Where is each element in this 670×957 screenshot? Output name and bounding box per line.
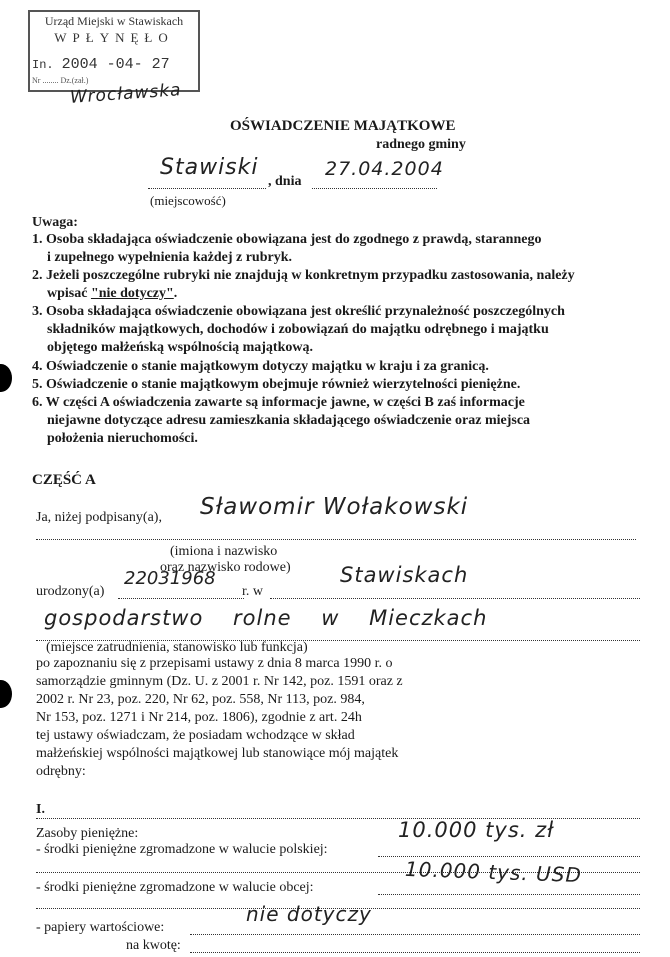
note-1: 1. Osoba składająca oświadczenie obowiązana jest do zgodnego z prawdą, starannego — [32, 232, 542, 247]
law-line-4: Nr 153, poz. 1271 i Nr 214, poz. 1806), zgodnie z art. 24h — [36, 710, 362, 725]
law-line-6: małżeńskiej wspólności majątkowej lub stanowiące mój majątek — [36, 746, 399, 761]
stamp-date: In. 2004 -04- 27 — [32, 56, 170, 73]
amount-label: na kwotę: — [126, 938, 181, 953]
document-title: OŚWIADCZENIE MAJĄTKOWE — [230, 118, 456, 134]
foreign-label: - środki pieniężne zgromadzone w walucie obcej: — [36, 880, 314, 895]
law-line-2: samorządzie gminnym (Dz. U. z 2001 r. Nr 142, poz. 1591 oraz z — [36, 674, 403, 689]
signed-label: Ja, niżej podpisany(a), — [36, 510, 162, 525]
w-label: r. w — [242, 584, 263, 599]
section-1-numeral: I. — [36, 802, 45, 817]
note-2: 2. Jeżeli poszczególne rubryki nie znajdują w konkretnym przypadku zastosowania, należy — [32, 268, 575, 283]
note-3c: objętego małżeńską wspólnością majątkową. — [47, 340, 313, 355]
stamp-office: Urząd Miejski w Stawiskach — [44, 14, 184, 28]
stamp-received: WPŁYNĘŁO — [54, 30, 174, 45]
employment-value: gospodarstwo rolne w Mieczkach — [44, 606, 488, 630]
securities-label: - papiery wartościowe: — [36, 920, 165, 935]
cash-label: Zasoby pieniężne: — [36, 826, 139, 841]
law-line-7: odrębny: — [36, 764, 86, 779]
law-line-1: po zapoznaniu się z przepisami ustawy z dnia 8 marca 1990 r. o — [36, 656, 393, 671]
name-caption-2: oraz nazwisko rodowe) — [160, 560, 291, 575]
note-2b: wpisać "nie dotyczy". — [47, 286, 178, 301]
securities-value: nie dotyczy — [246, 902, 372, 926]
pln-field[interactable] — [378, 842, 640, 857]
pln-value: 10.000 tys. zł — [398, 818, 555, 842]
punch-hole-bottom — [0, 680, 12, 708]
note-6b: niejawne dotyczące adresu zamieszkania składającego oświadczenie oraz miejsca — [47, 413, 531, 428]
born-label: urodzony(a) — [36, 584, 105, 599]
place-value: Stawiski — [160, 155, 259, 180]
note-3: 3. Osoba składająca oświadczenie obowiązana jest określić przynależność poszczególnych — [32, 304, 565, 319]
place-caption: (miejscowość) — [150, 193, 226, 208]
name-field[interactable] — [36, 525, 636, 540]
note-4: 4. Oświadczenie o stanie majątkowym dotyczy majątku w kraju i za granicą. — [32, 359, 489, 374]
note-5: 5. Oświadczenie o stanie majątkowym obejmuje również wierzytelności pieniężne. — [32, 377, 521, 392]
punch-hole-top — [0, 364, 12, 392]
stamp-signature: Wrocławska — [69, 80, 183, 108]
amount-field[interactable] — [190, 938, 640, 953]
section-1-rule — [36, 804, 640, 819]
birth-place-value: Stawiskach — [340, 563, 469, 587]
date-value: 27.04.2004 — [325, 158, 444, 180]
dnia-label: , dnia — [268, 174, 302, 189]
note-6: 6. W części A oświadczenia zawarte są informacje jawne, w części B zaś informacje — [32, 395, 525, 410]
name-value: Sławomir Wołakowski — [200, 494, 469, 520]
law-line-3: 2002 r. Nr 23, poz. 220, Nr 62, poz. 558, Nr 113, poz. 984, — [36, 692, 365, 707]
birth-date-value: 22031968 — [124, 568, 216, 589]
note-1b: i zupełnego wypełnienia każdej z rubryk. — [47, 250, 293, 265]
document-subtitle: radnego gminy — [376, 137, 466, 152]
note-6c: położenia nieruchomości. — [47, 431, 198, 446]
law-line-5: tej ustawy oświadczam, że posiadam wchodzące w skład — [36, 728, 355, 743]
stamp-sheets: Nr ........ Dz.(zał.) — [32, 76, 89, 85]
part-a-heading: CZĘŚĆ A — [32, 472, 96, 488]
name-caption-1: (imiona i nazwisko — [170, 544, 278, 559]
employment-caption: (miejsce zatrudnienia, stanowisko lub funkcja) — [46, 640, 308, 655]
notes-heading: Uwaga: — [32, 215, 78, 230]
foreign-value: 10.000 tys. USD — [404, 856, 583, 888]
pln-label: - środki pieniężne zgromadzone w walucie polskiej: — [36, 842, 328, 857]
note-3b: składników majątkowych, dochodów i zobowiązań do majątku odrębnego i majątku — [47, 322, 549, 337]
